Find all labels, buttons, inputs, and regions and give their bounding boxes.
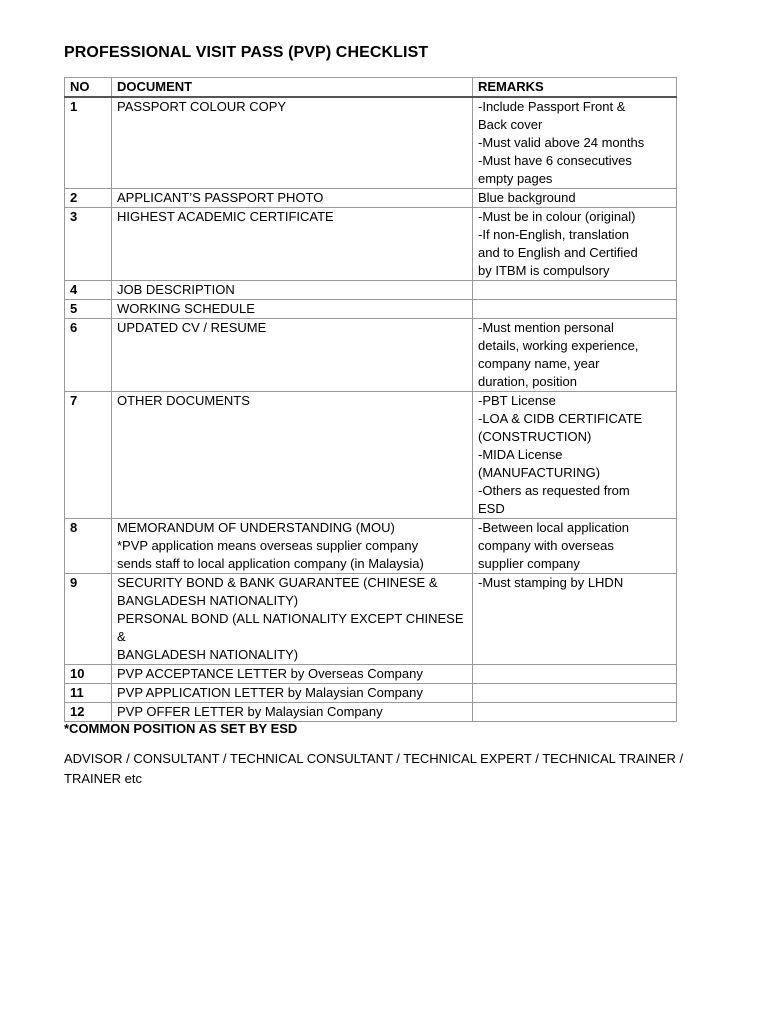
row-number: 10 [65,665,112,684]
checklist-table [64,77,677,722]
header-no: NO [65,78,112,98]
row-remarks: -Must mention personal details, working experience, company name, year duration, position [473,319,677,392]
page-title: PROFESSIONAL VISIT PASS (PVP) CHECKLIST [64,44,429,61]
row-number: 6 [65,319,112,392]
row-document: PASSPORT COLOUR COPY [112,97,473,189]
table-row [65,684,677,703]
row-document: SECURITY BOND & BANK GUARANTEE (CHINESE & BANGLADESH NATIONALITY) PERSONAL BOND (ALL NATIONALITY EXCEPT CHINESE & BANGLADESH NATIONALITY) [112,574,473,665]
row-number: 5 [65,300,112,319]
row-remarks [473,684,677,703]
row-document: MEMORANDUM OF UNDERSTANDING (MOU) *PVP application means overseas supplier company sends staff to local application company (in Malaysia) [112,519,473,574]
row-number: 12 [65,703,112,722]
row-document: WORKING SCHEDULE [112,300,473,319]
table-row [65,519,677,574]
row-remarks [473,665,677,684]
row-remarks: -Must stamping by LHDN [473,574,677,665]
row-document: OTHER DOCUMENTS [112,392,473,519]
common-position-list: ADVISOR / CONSULTANT / TECHNICAL CONSULTANT / TECHNICAL EXPERT / TECHNICAL TRAINER / TRAINER etc [64,751,684,786]
table-row [65,208,677,281]
row-remarks: -Must be in colour (original) -If non-English, translation and to English and Certified by ITBM is compulsory [473,208,677,281]
row-number: 1 [65,97,112,189]
row-number: 8 [65,519,112,574]
table-row [65,300,677,319]
table-row [65,574,677,665]
table-header-row [65,78,677,98]
row-remarks [473,281,677,300]
table-row [65,703,677,722]
row-remarks: -PBT License -LOA & CIDB CERTIFICATE (CONSTRUCTION) -MIDA License (MANUFACTURING) -Others as requested from ESD [473,392,677,519]
checklist-body [65,97,677,722]
table-row [65,319,677,392]
table-row [65,392,677,519]
row-remarks [473,703,677,722]
row-number: 9 [65,574,112,665]
row-remarks: -Between local application company with overseas supplier company [473,519,677,574]
row-document: PVP OFFER LETTER by Malaysian Company [112,703,473,722]
row-remarks: -Include Passport Front & Back cover -Must valid above 24 months -Must have 6 consecutives empty pages [473,97,677,189]
table-row [65,665,677,684]
common-position-heading: *COMMON POSITION AS SET BY ESD [64,721,298,736]
table-row [65,97,677,189]
row-document: PVP APPLICATION LETTER by Malaysian Company [112,684,473,703]
header-document: DOCUMENT [112,78,473,98]
header-remarks: REMARKS [473,78,677,98]
row-document: JOB DESCRIPTION [112,281,473,300]
row-number: 3 [65,208,112,281]
row-remarks: Blue background [473,189,677,208]
row-number: 7 [65,392,112,519]
row-document: PVP ACCEPTANCE LETTER by Overseas Company [112,665,473,684]
table-row [65,189,677,208]
row-number: 11 [65,684,112,703]
row-document: APPLICANT’S PASSPORT PHOTO [112,189,473,208]
row-number: 2 [65,189,112,208]
row-document: HIGHEST ACADEMIC CERTIFICATE [112,208,473,281]
row-number: 4 [65,281,112,300]
row-document: UPDATED CV / RESUME [112,319,473,392]
table-row [65,281,677,300]
row-remarks [473,300,677,319]
